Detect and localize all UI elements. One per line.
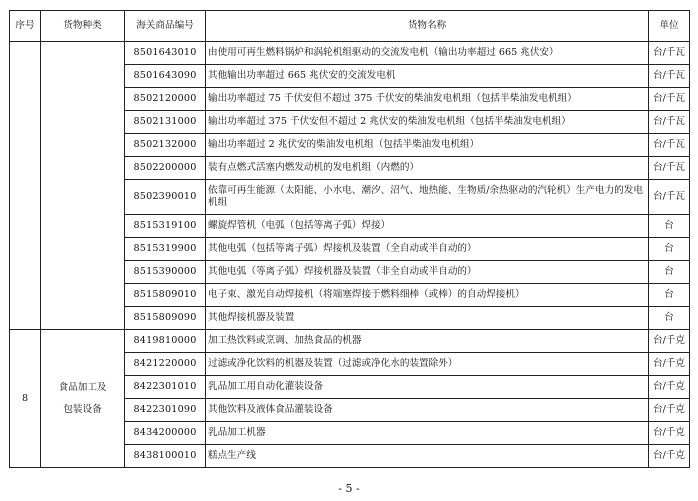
goods-unit: 台/千克 bbox=[649, 330, 690, 353]
group2-category bbox=[41, 330, 125, 468]
goods-unit: 台 bbox=[649, 215, 690, 238]
goods-code: 8515319900 bbox=[125, 238, 206, 261]
goods-code: 8502120000 bbox=[125, 88, 206, 111]
goods-name: 依靠可再生能源（太阳能、小水电、潮汐、沼气、地热能、生物质/余热驱动的汽轮机）生产电力的发电机组 bbox=[206, 180, 649, 215]
goods-unit: 台/千克 bbox=[649, 376, 690, 399]
goods-name: 其他焊接机器及装置 bbox=[206, 307, 649, 330]
goods-unit: 台/千瓦 bbox=[649, 180, 690, 215]
header-code: 海关商品编号 bbox=[125, 11, 206, 42]
goods-name: 加工热饮料或烹调、加热食品的机器 bbox=[206, 330, 649, 353]
goods-unit: 台/千瓦 bbox=[649, 134, 690, 157]
goods-code: 8419810000 bbox=[125, 330, 206, 353]
goods-name: 由使用可再生燃料锅炉和涡轮机组驱动的交流发电机（输出功率超过 665 兆伏安） bbox=[206, 42, 649, 65]
goods-name: 乳品加工用自动化灌装设备 bbox=[206, 376, 649, 399]
goods-unit: 台 bbox=[649, 261, 690, 284]
goods-unit: 台/千瓦 bbox=[649, 65, 690, 88]
goods-unit: 台/千瓦 bbox=[649, 111, 690, 134]
header-unit: 单位 bbox=[649, 11, 690, 42]
goods-name: 输出功率超过 375 千伏安但不超过 2 兆伏安的柴油发电机组（包括半柴油发电机组） bbox=[206, 111, 649, 134]
goods-name: 螺旋焊管机（电弧（包括等离子弧）焊接） bbox=[206, 215, 649, 238]
category-line: 食品加工及 bbox=[58, 381, 107, 393]
goods-unit: 台/千克 bbox=[649, 399, 690, 422]
goods-code: 8515319100 bbox=[125, 215, 206, 238]
goods-code: 8515809010 bbox=[125, 284, 206, 307]
goods-unit: 台/千瓦 bbox=[649, 42, 690, 65]
goods-name: 糕点生产线 bbox=[206, 445, 649, 468]
goods-name: 电子束、激光自动焊接机（将端塞焊接于燃料细棒（或棒）的自动焊接机） bbox=[206, 284, 649, 307]
goods-unit: 台/千瓦 bbox=[649, 157, 690, 180]
goods-code: 8515390000 bbox=[125, 261, 206, 284]
goods-name: 其他输出功率超过 665 兆伏安的交流发电机 bbox=[206, 65, 649, 88]
goods-unit: 台/千瓦 bbox=[649, 88, 690, 111]
goods-unit: 台/千克 bbox=[649, 353, 690, 376]
table-row bbox=[10, 330, 690, 353]
category-line: 包装设备 bbox=[63, 403, 102, 415]
goods-name: 其他饮料及液体食品灌装设备 bbox=[206, 399, 649, 422]
goods-name: 其他电弧（等离子弧）焊接机器及装置（非全自动或半自动的） bbox=[206, 261, 649, 284]
goods-code: 8502390010 bbox=[125, 180, 206, 215]
goods-name: 装有点燃式活塞内燃发动机的发电机组（内燃的） bbox=[206, 157, 649, 180]
goods-name: 乳品加工机器 bbox=[206, 422, 649, 445]
goods-unit: 台/千克 bbox=[649, 422, 690, 445]
group1-seq bbox=[10, 42, 41, 330]
header-category: 货物种类 bbox=[41, 11, 125, 42]
goods-unit: 台/千克 bbox=[649, 445, 690, 468]
header-seq: 序号 bbox=[10, 11, 41, 42]
goods-name: 过滤或净化饮料的机器及装置（过滤或净化水的装置除外） bbox=[206, 353, 649, 376]
goods-code: 8501643010 bbox=[125, 42, 206, 65]
goods-code: 8515809090 bbox=[125, 307, 206, 330]
goods-code: 8422301010 bbox=[125, 376, 206, 399]
goods-code: 8422301090 bbox=[125, 399, 206, 422]
goods-code: 8434200000 bbox=[125, 422, 206, 445]
header-name: 货物名称 bbox=[206, 11, 649, 42]
group1-category bbox=[41, 42, 125, 330]
table-row bbox=[10, 42, 690, 65]
goods-code: 8438100010 bbox=[125, 445, 206, 468]
goods-name: 输出功率超过 2 兆伏安的柴油发电机组（包括半柴油发电机组） bbox=[206, 134, 649, 157]
goods-unit: 台 bbox=[649, 238, 690, 261]
header-row bbox=[10, 11, 690, 42]
group2-seq: 8 bbox=[10, 330, 41, 468]
goods-table bbox=[9, 10, 690, 468]
goods-name: 其他电弧（包括等离子弧）焊接机及装置（全自动或半自动的） bbox=[206, 238, 649, 261]
goods-code: 8501643090 bbox=[125, 65, 206, 88]
goods-unit: 台 bbox=[649, 284, 690, 307]
goods-code: 8502131000 bbox=[125, 111, 206, 134]
goods-code: 8502132000 bbox=[125, 134, 206, 157]
goods-code: 8421220000 bbox=[125, 353, 206, 376]
goods-unit: 台 bbox=[649, 307, 690, 330]
goods-code: 8502200000 bbox=[125, 157, 206, 180]
page-number: - 5 - bbox=[338, 482, 360, 495]
goods-name: 输出功率超过 75 千伏安但不超过 375 千伏安的柴油发电机组（包括半柴油发电机组） bbox=[206, 88, 649, 111]
